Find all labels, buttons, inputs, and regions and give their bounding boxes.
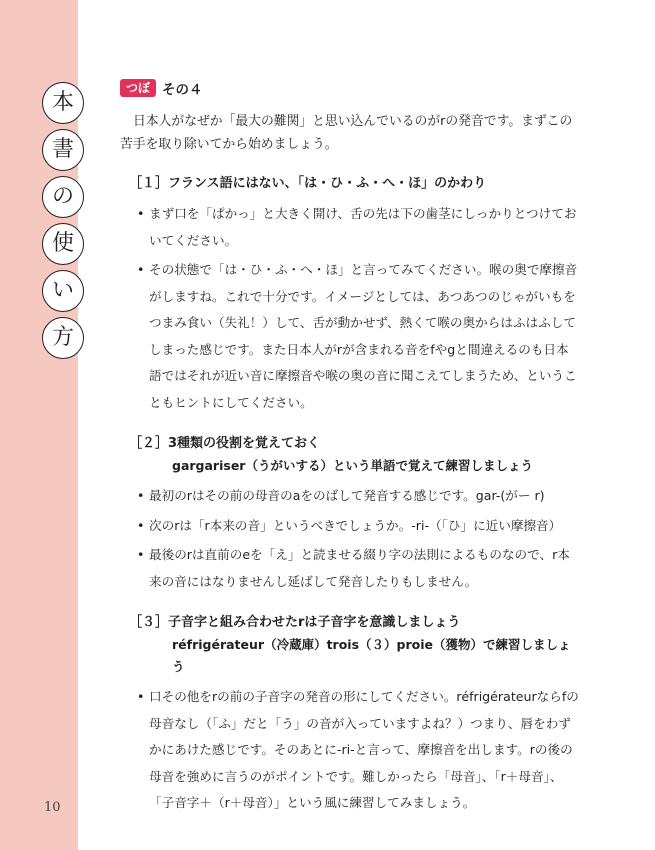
list-item: • 最初のrはその前の母音のaをのばして発音する感じです。gar-(がー r) [149, 483, 580, 510]
tip-badge: つぼ [120, 79, 156, 97]
section-2 [120, 432, 580, 595]
section-heading: ［１］フランス語にはない、「は・ひ・ふ・へ・ほ」のかわり [129, 176, 487, 191]
section-subheading: réfrigérateur（冷蔵庫）trois（３）proie（獲物）で練習しましょう [172, 637, 571, 674]
bullet-list [120, 201, 580, 416]
title-char: 書 [42, 129, 84, 171]
section-heading: ［２］3種類の役割を覚えておく [129, 436, 321, 451]
section-3 [120, 611, 580, 817]
bullet-list [120, 483, 580, 595]
title-char: 本 [42, 82, 84, 124]
tip-title: その４ [162, 82, 203, 98]
vertical-title [42, 82, 84, 359]
tip-heading [120, 78, 580, 98]
title-char: 方 [42, 317, 84, 359]
title-char: い [42, 270, 84, 312]
intro-paragraph: 日本人がなぜか「最大の難関」と思い込んでいるのがrの発音です。まずこの苦手を取り除いてから始めましょう。 [120, 114, 573, 152]
list-item: • 口その他をrの前の子音字の発音の形にしてください。réfrigérateurならfの母音なし（「ふ」だと「う」の音が入っていますよね？）つまり、唇をわずかにあけた感じです。そのあとに-ri-と言って、摩擦音を出します。rの後の母音を強めに言うのがポイントです。難しかったら「母音」、「r＋母音」、「子音字＋（r＋母音）」という風に練習してみましょう。 [149, 684, 580, 817]
section-1 [120, 172, 580, 416]
title-char: 使 [42, 223, 84, 265]
list-item: • まず口を「ぱかっ」と大きく開け、舌の先は下の歯茎にしっかりとつけておいてください。 [149, 201, 580, 254]
list-item: • 最後のrは直前のeを「え」と読ませる綴り字の法則によるものなので、r本来の音にはなりませんし延ばして発音したりもしません。 [149, 542, 580, 595]
main-content [120, 78, 580, 820]
list-item: • 次のrは「r本来の音」というべきでしょうか。-ri-（「ひ」に近い摩擦音） [149, 513, 580, 540]
page-number: 10 [44, 800, 61, 815]
title-char: の [42, 176, 84, 218]
section-heading: ［３］子音字と組み合わせたrは子音字を意識しましょう [129, 615, 461, 630]
list-item: • その状態で「は・ひ・ふ・へ・ほ」と言ってみてください。喉の奥で摩擦音がしますね。これで十分です。イメージとしては、あつあつのじゃがいもをつまみ食い（失礼！）して、舌が動かせず、熱くて喉の奥からはふはふしてしまった感じです。また日本人がrが含まれる音をfやgと間違えるのも日本語ではそれが近い音に摩擦音や喉の奥の音に聞こえてしまうため、ということもヒントにしてください。 [149, 257, 580, 416]
section-subheading: gargariser（うがいする）という単語で覚えて練習しましょう [172, 458, 533, 473]
bullet-list [120, 684, 580, 817]
